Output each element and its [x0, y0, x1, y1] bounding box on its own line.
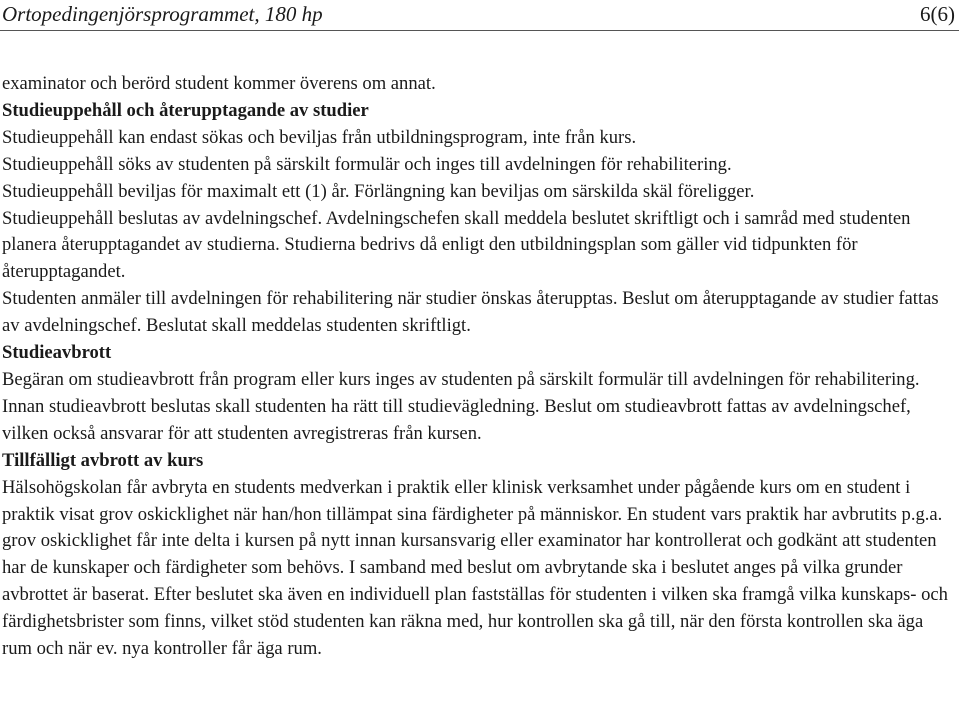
paragraph: Studieuppehåll beslutas av avdelningschef. Avdelningschefen skall meddela beslutet skriftligt och i samråd med studenten planera återupptagandet av studierna. Studierna bedrivs då enligt den utbildningsplan som gäller vid tidpunkten för återupptagandet.	[2, 207, 911, 283]
section-heading-studieavbrott: Studieavbrott	[2, 342, 112, 364]
paragraph: Studenten anmäler till avdelningen för rehabilitering när studier önskas återupptas. Beslut om återupptagande av studier fattas av avdelningschef. Beslutat skall meddelas studenten skriftligt.	[2, 288, 939, 337]
section-heading-studieuppehall: Studieuppehåll och återupptagande av studier	[2, 99, 369, 121]
document-body	[2, 71, 956, 663]
page-header	[0, 0, 959, 31]
paragraph: Studieuppehåll beviljas för maximalt ett (1) år. Förlängning kan beviljas om särskilda skäl föreligger.	[2, 180, 755, 202]
intro-paragraph: examinator och berörd student kommer överens om annat.	[2, 73, 436, 94]
paragraph: Studieuppehåll kan endast sökas och beviljas från utbildningsprogram, inte från kurs.	[2, 126, 637, 148]
paragraph: Studieuppehåll söks av studenten på särskilt formulär och inges till avdelningen för rehabilitering.	[2, 153, 732, 175]
paragraph: Hälsohögskolan får avbryta en students medverkan i praktik eller klinisk verksamhet under pågående kurs om en student i praktik visat grov oskicklighet när han/hon tillämpat sina färdigheter på människor. En student vars praktik har avbrutits p.g.a. grov oskicklighet får inte delta i kursen på nytt innan kursansvarig eller examinator har kontrollerat och godkänt att studenten har de kunskaper och färdigheter som behövs. I samband med beslut om avbrytande ska i beslutet anges på vilka grunder avbrottet är baserat. Efter beslutet ska även en individuell plan fastställas för studenten i vilken ska framgå vilka kunskaps- och färdighetsbrister som finns, vilket stöd studenten kan räkna med, hur kontrollen ska gå till, när den första kontrollen ska äga rum och när ev. nya kontroller får äga rum.	[2, 476, 948, 660]
paragraph: Begäran om studieavbrott från program eller kurs inges av studenten på särskilt formulär till avdelningen för rehabilitering. Innan studieavbrott beslutas skall studenten ha rätt till studievägledning. Beslut om studieavbrott fattas av avdelningschef, vilken också ansvarar för att studenten avregistreras från kursen.	[2, 368, 920, 444]
page-number: 6(6)	[920, 2, 955, 26]
section-heading-tillfalligt-avbrott: Tillfälligt avbrott av kurs	[2, 449, 204, 471]
document-title: Ortopedingenjörsprogrammet, 180 hp	[2, 2, 323, 26]
